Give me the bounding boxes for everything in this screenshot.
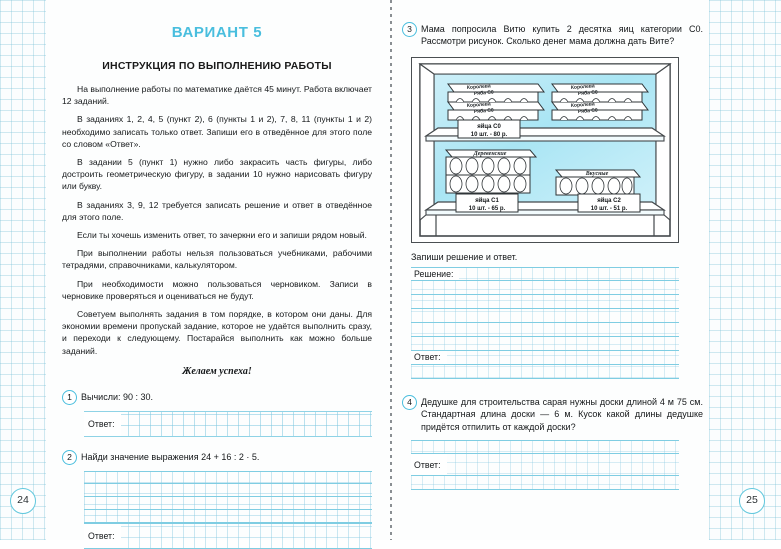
task-2-answer-field[interactable] <box>84 523 372 549</box>
carton-brand-label: Королева <box>570 101 595 109</box>
task-2-work-area[interactable] <box>84 471 372 549</box>
task-3-text: Мама попросила Витю купить 2 десятка яиц категории С0. Рассмотри рисунок. Сколько денег мама должна дать Вите? <box>421 24 703 47</box>
page-title: ВАРИАНТ 5 <box>171 24 263 41</box>
task-1-answer-field[interactable] <box>84 411 372 437</box>
task-4-answer-row[interactable] <box>411 454 679 476</box>
instruction-paragraph: В заданиях 3, 9, 12 требуется записать решение и ответ в отведённое для этого поле. <box>62 199 372 222</box>
right-page <box>398 0 709 540</box>
carton-brand-label: Ряба С0 <box>473 89 494 97</box>
task-4-text: Дедушке для строительства сарая нужны доски длиной 4 м 75 см. Стандартная длина доски — 6 м. Кусок какой длины дедушке придётся отпилить от каждой доски? <box>421 396 703 432</box>
task-4-answer-area[interactable] <box>411 440 679 490</box>
task-3-solution-first-row[interactable] <box>411 267 679 281</box>
ruled-line[interactable] <box>411 323 679 337</box>
instruction-heading: ИНСТРУКЦИЯ ПО ВЫПОЛНЕНИЮ РАБОТЫ <box>102 60 332 72</box>
task-number-badge: 4 <box>402 395 417 410</box>
task-2-text: Найди значение выражения 24 + 16 : 2 · 5. <box>81 451 260 462</box>
task-2-answer-label: Ответ: <box>84 524 121 548</box>
carton-brand-label: Ряба С0 <box>473 107 494 115</box>
task-2-answer-input[interactable] <box>121 524 372 548</box>
page-number-left: 24 <box>10 488 36 514</box>
task-3-hint: Запиши решение и ответ. <box>411 251 518 262</box>
task-3-solution-area[interactable] <box>411 267 679 379</box>
carton-brand-label: Королева <box>466 83 491 91</box>
ruled-line[interactable] <box>84 510 372 523</box>
price-tag-c1-line1: яйца С1 <box>475 197 499 204</box>
instruction-paragraph: При необходимости можно пользоваться черновиком. Записи в черновике проверяться и оцениваться не будут. <box>62 278 372 301</box>
instruction-paragraph: При выполнении работы нельзя пользоваться учебниками, рабочими тетрадями, справочниками, калькулятором. <box>62 248 372 271</box>
instruction-paragraph: На выполнение работы по математике даётся 45 минут. Работа включает 12 заданий. <box>62 84 372 107</box>
task-1-answer-label: Ответ: <box>84 412 121 436</box>
price-tag-c2-line2: 10 шт. - 51 р. <box>590 205 628 212</box>
task-3-answer-label: Ответ: <box>411 351 447 364</box>
book-spine-dotted-line <box>390 0 392 540</box>
task-1 <box>62 390 372 437</box>
ruled-line[interactable] <box>411 281 679 295</box>
price-tag-c0 <box>458 120 520 138</box>
instruction-paragraph: В задании 5 (пункт 1) нужно либо закрасить часть фигуры, либо достроить геометрическую фигуру, в задании 10 нужно нарисовать фигуру или букву. <box>62 157 372 192</box>
ruled-line[interactable] <box>84 484 372 497</box>
egg-shelf-illustration <box>411 57 679 243</box>
carton-brand-label: Деревенские <box>473 150 507 157</box>
good-luck-text: Желаем успеха! <box>182 365 252 377</box>
task-3 <box>402 22 703 379</box>
task-3-answer-row[interactable] <box>411 351 679 365</box>
price-tag-c1 <box>456 194 518 212</box>
carton-brand-label: Королева <box>570 83 595 91</box>
instruction-paragraph: Если ты хочешь изменить ответ, то зачеркни его и запиши рядом новый. <box>77 230 367 241</box>
price-tag-c2-line1: яйца С2 <box>597 197 621 204</box>
task-1-header <box>62 390 372 405</box>
instruction-paragraph: Советуем выполнять задания в том порядке, в котором они даны. Для экономии времени пропускай задание, которое не удаётся выполнить сразу, и переходи к следующему. Постарайся выполнить как можно больше заданий. <box>62 309 372 356</box>
page-number-right: 25 <box>739 488 765 514</box>
price-tag-c1-line2: 10 шт. - 65 р. <box>468 205 506 212</box>
ruled-line[interactable] <box>411 365 679 379</box>
task-1-text: Вычисли: 90 : 30. <box>81 391 153 402</box>
graph-paper-right-margin <box>709 0 781 540</box>
task-3-header <box>402 22 703 48</box>
instruction-paragraph: В заданиях 1, 2, 4, 5 (пункт 2), 6 (пункты 1 и 2), 7, 8, 11 (пункты 1 и 2) необходимо записать только ответ. Запиши его в отведённое для этого поле со словом «Ответ». <box>62 114 372 149</box>
task-4 <box>402 395 703 490</box>
carton-brand-label: Ряба С0 <box>577 89 598 97</box>
ruled-line[interactable] <box>411 295 679 309</box>
carton-brand-label: Королева <box>466 101 491 109</box>
ruled-line[interactable] <box>411 309 679 323</box>
price-tag-c2 <box>578 194 640 212</box>
graph-paper-left-margin <box>0 0 46 540</box>
task-1-answer-input[interactable] <box>121 412 372 436</box>
task-number-badge: 3 <box>402 22 417 37</box>
task-4-answer-label: Ответ: <box>411 454 447 475</box>
ruled-line[interactable] <box>411 440 679 454</box>
task-number-badge: 1 <box>62 390 77 405</box>
task-3-solution-label: Решение: <box>411 268 459 280</box>
carton-brand-label: Вкусные <box>585 170 609 177</box>
task-4-header <box>402 395 703 433</box>
price-tag-c0-line2: 10 шт. - 80 р. <box>470 131 508 138</box>
task-2-header <box>62 450 372 465</box>
ruled-line[interactable] <box>84 471 372 484</box>
ruled-line[interactable] <box>411 476 679 490</box>
ruled-line[interactable] <box>411 337 679 351</box>
carton-brand-label: Ряба С0 <box>577 107 598 115</box>
ruled-line[interactable] <box>84 497 372 510</box>
left-page <box>46 0 390 540</box>
egg-shelf-svg <box>412 58 678 242</box>
task-2 <box>62 450 372 549</box>
task-number-badge: 2 <box>62 450 77 465</box>
price-tag-c0-line1: яйца С0 <box>477 123 501 130</box>
